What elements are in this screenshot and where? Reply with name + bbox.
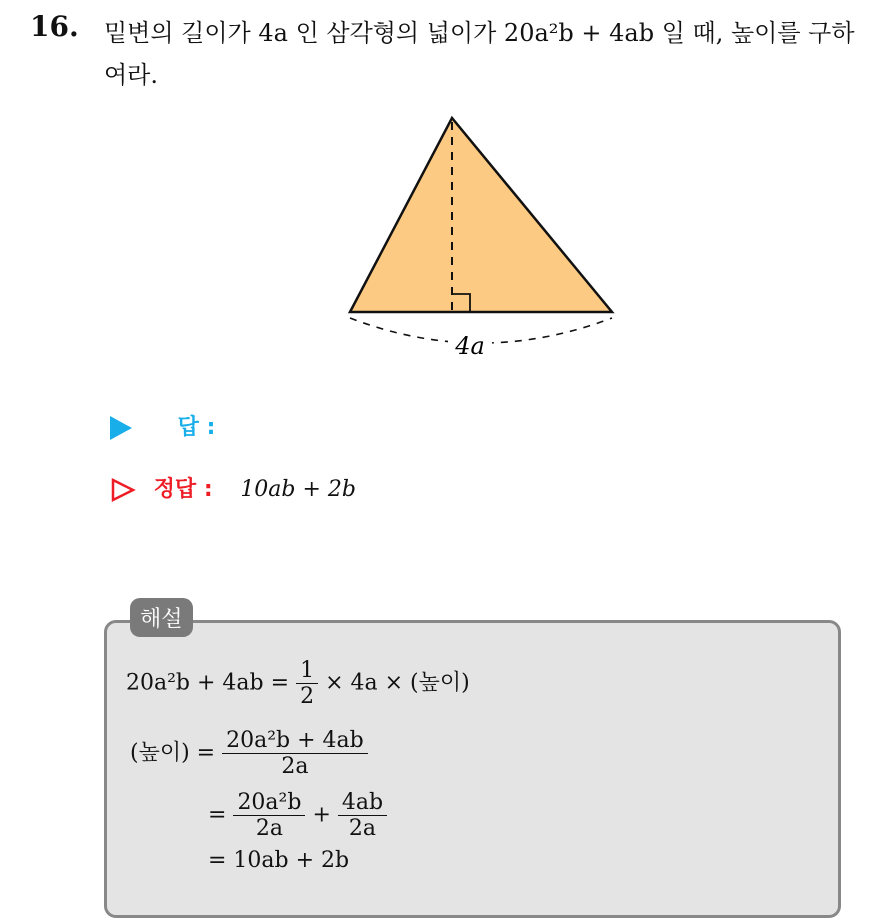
question-number: 16. — [30, 10, 79, 43]
line3-frac1-num: 20a²b — [233, 790, 305, 816]
line2-lhs: (높이) = — [130, 740, 216, 766]
explanation-line-1 — [126, 658, 470, 709]
line3-frac2-num: 4ab — [338, 790, 387, 816]
answer-row — [110, 410, 215, 441]
line3-fraction-1 — [233, 790, 305, 841]
triangle-figure — [330, 108, 630, 368]
explanation-line-2 — [130, 728, 368, 779]
line1-fraction — [296, 658, 318, 709]
line2-frac-num: 20a²b + 4ab — [222, 728, 368, 754]
answer-label: 답 : — [177, 415, 216, 440]
explanation-line-4: = 10ab + 2b — [208, 848, 350, 873]
play-triangle-icon — [110, 416, 132, 440]
line1-frac-num: 1 — [296, 658, 318, 684]
line1-frac-den: 2 — [300, 684, 315, 709]
correct-answer-row — [110, 472, 356, 503]
explanation-tab: 해설 — [130, 598, 193, 637]
question-text: 밑변의 길이가 4a 인 삼각형의 넓이가 20a²b + 4ab 일 때, 높이를 구하여라. — [104, 19, 855, 89]
triangle-shape — [350, 118, 612, 312]
line1-lhs: 20a²b + 4ab = — [126, 670, 290, 696]
line2-fraction — [222, 728, 368, 779]
base-label: 4a — [455, 332, 485, 360]
line3-frac1-den: 2a — [255, 816, 283, 841]
line3-plus: + — [312, 802, 331, 828]
line1-rhs: × 4a × (높이) — [325, 670, 470, 696]
line3-frac2-den: 2a — [348, 816, 377, 841]
line3-fraction-2 — [338, 790, 387, 841]
correct-answer-label: 정답 : — [153, 477, 213, 502]
line3-eq: = — [208, 802, 227, 828]
line2-frac-den: 2a — [281, 754, 309, 779]
explanation-line-3 — [208, 790, 387, 841]
correct-answer-value: 10ab + 2b — [240, 477, 357, 502]
outline-triangle-icon — [110, 477, 136, 503]
